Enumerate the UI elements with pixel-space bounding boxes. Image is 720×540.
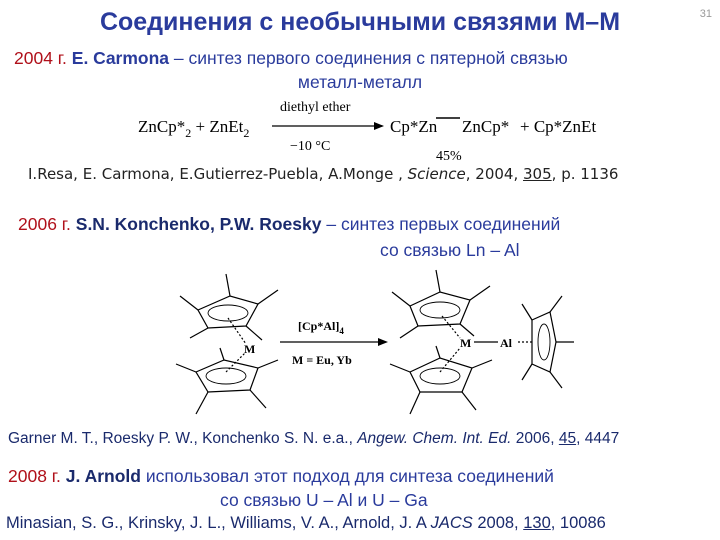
- reference1-volume: 305: [523, 165, 552, 183]
- section1-year: 2004 г.: [14, 48, 67, 68]
- reference2-volume: 45: [558, 430, 577, 447]
- right-lower-cp-ring: [410, 358, 472, 392]
- reaction1-above-arrow: diethyl ether: [280, 100, 351, 115]
- reference3-pages: , 10086: [550, 514, 606, 532]
- reference3-journal: JACS: [430, 514, 473, 532]
- reaction1-below-arrow: −10 °C: [290, 139, 331, 154]
- section2-year: 2006 г.: [18, 214, 71, 234]
- section3-line1: [8, 466, 554, 487]
- reference2-pages: , 4447: [576, 430, 620, 447]
- section3-desc-line1: использовал этот подход для синтеза соединений: [140, 466, 554, 486]
- section3-year: 2008 г.: [8, 466, 61, 486]
- left-metal-label: M: [244, 342, 256, 356]
- reference3: [6, 514, 606, 533]
- reaction1-scheme: [130, 96, 630, 164]
- slide-title: Соединения с необычными связями М–М: [99, 8, 621, 36]
- reaction1-plus2: + Cp*ZnEt: [520, 117, 597, 136]
- left-sandwich-complex: [176, 274, 278, 414]
- reference1-authors: I.Resa, E. Carmona, E.Gutierrez-Puebla, A.Monge ,: [28, 165, 408, 183]
- reference2-journal: Angew. Chem. Int. Ed.: [357, 430, 512, 447]
- right-upper-cp-ring: [410, 292, 470, 326]
- sandwich-scheme: [160, 268, 590, 428]
- reference3-volume: 130: [523, 514, 551, 532]
- reaction1-arrowhead: [374, 122, 384, 130]
- slide-number: 31: [699, 8, 712, 20]
- scheme2-condition: M = Eu, Yb: [292, 353, 352, 367]
- right-metal-label: M: [460, 336, 472, 350]
- section2-desc-line1: – синтез первых соединений: [321, 214, 561, 234]
- left-lower-cp-aromatic: [206, 368, 246, 384]
- section1-desc-line1: – синтез первого соединения с пятерной связью: [169, 48, 568, 68]
- reference3-year: 2008,: [472, 514, 524, 532]
- right-upper-cp-aromatic: [420, 302, 460, 318]
- section2-desc-line2: со связью Ln – Al: [380, 240, 520, 260]
- scheme2-arrowhead: [378, 338, 388, 346]
- al-label: Al: [500, 336, 512, 350]
- reference3-authors: Minasian, S. G., Krinsky, J. L., Williams, V. A., Arnold, J. A: [6, 514, 431, 532]
- reference1-year: , 2004,: [465, 165, 524, 183]
- reference2: [8, 430, 619, 448]
- right-sandwich-complex: [390, 270, 574, 414]
- section1-line1: [14, 48, 568, 69]
- reference2-year: 2006,: [511, 430, 559, 447]
- reference1: [28, 165, 618, 183]
- reaction1-yield: 45%: [436, 149, 462, 164]
- reference2-authors: Garner M. T., Roesky P. W., Konchenko S. N. e.a.,: [8, 430, 358, 447]
- reaction1-reactant1: $ZnCp*_2$ + ZnEt$_2$: [138, 117, 250, 140]
- section3-desc-line2: со связью U – Al и U – Ga: [220, 490, 428, 510]
- section2-line1: [18, 214, 560, 235]
- right-lower-cp-aromatic: [420, 368, 460, 384]
- scheme2-reagent: $[Cp*Al]_4$: [298, 319, 344, 336]
- left-upper-cp-ring: [198, 296, 258, 328]
- section1-author: E. Carmona: [71, 48, 170, 68]
- section1-desc-line2: металл-металл: [297, 72, 423, 92]
- left-lower-cp-ring: [196, 360, 258, 392]
- reference1-journal: Science: [407, 165, 466, 183]
- al-cp-ring: [532, 312, 556, 372]
- reference1-pages: , p. 1136: [551, 165, 619, 183]
- reaction1-product-a: Cp*Zn: [390, 117, 438, 136]
- section2-authors: S.N. Konchenko, P.W. Roesky: [70, 214, 322, 234]
- reaction1-product-b: ZnCp*: [462, 117, 510, 136]
- section3-author: J. Arnold: [60, 466, 141, 486]
- al-cp-aromatic: [538, 324, 550, 360]
